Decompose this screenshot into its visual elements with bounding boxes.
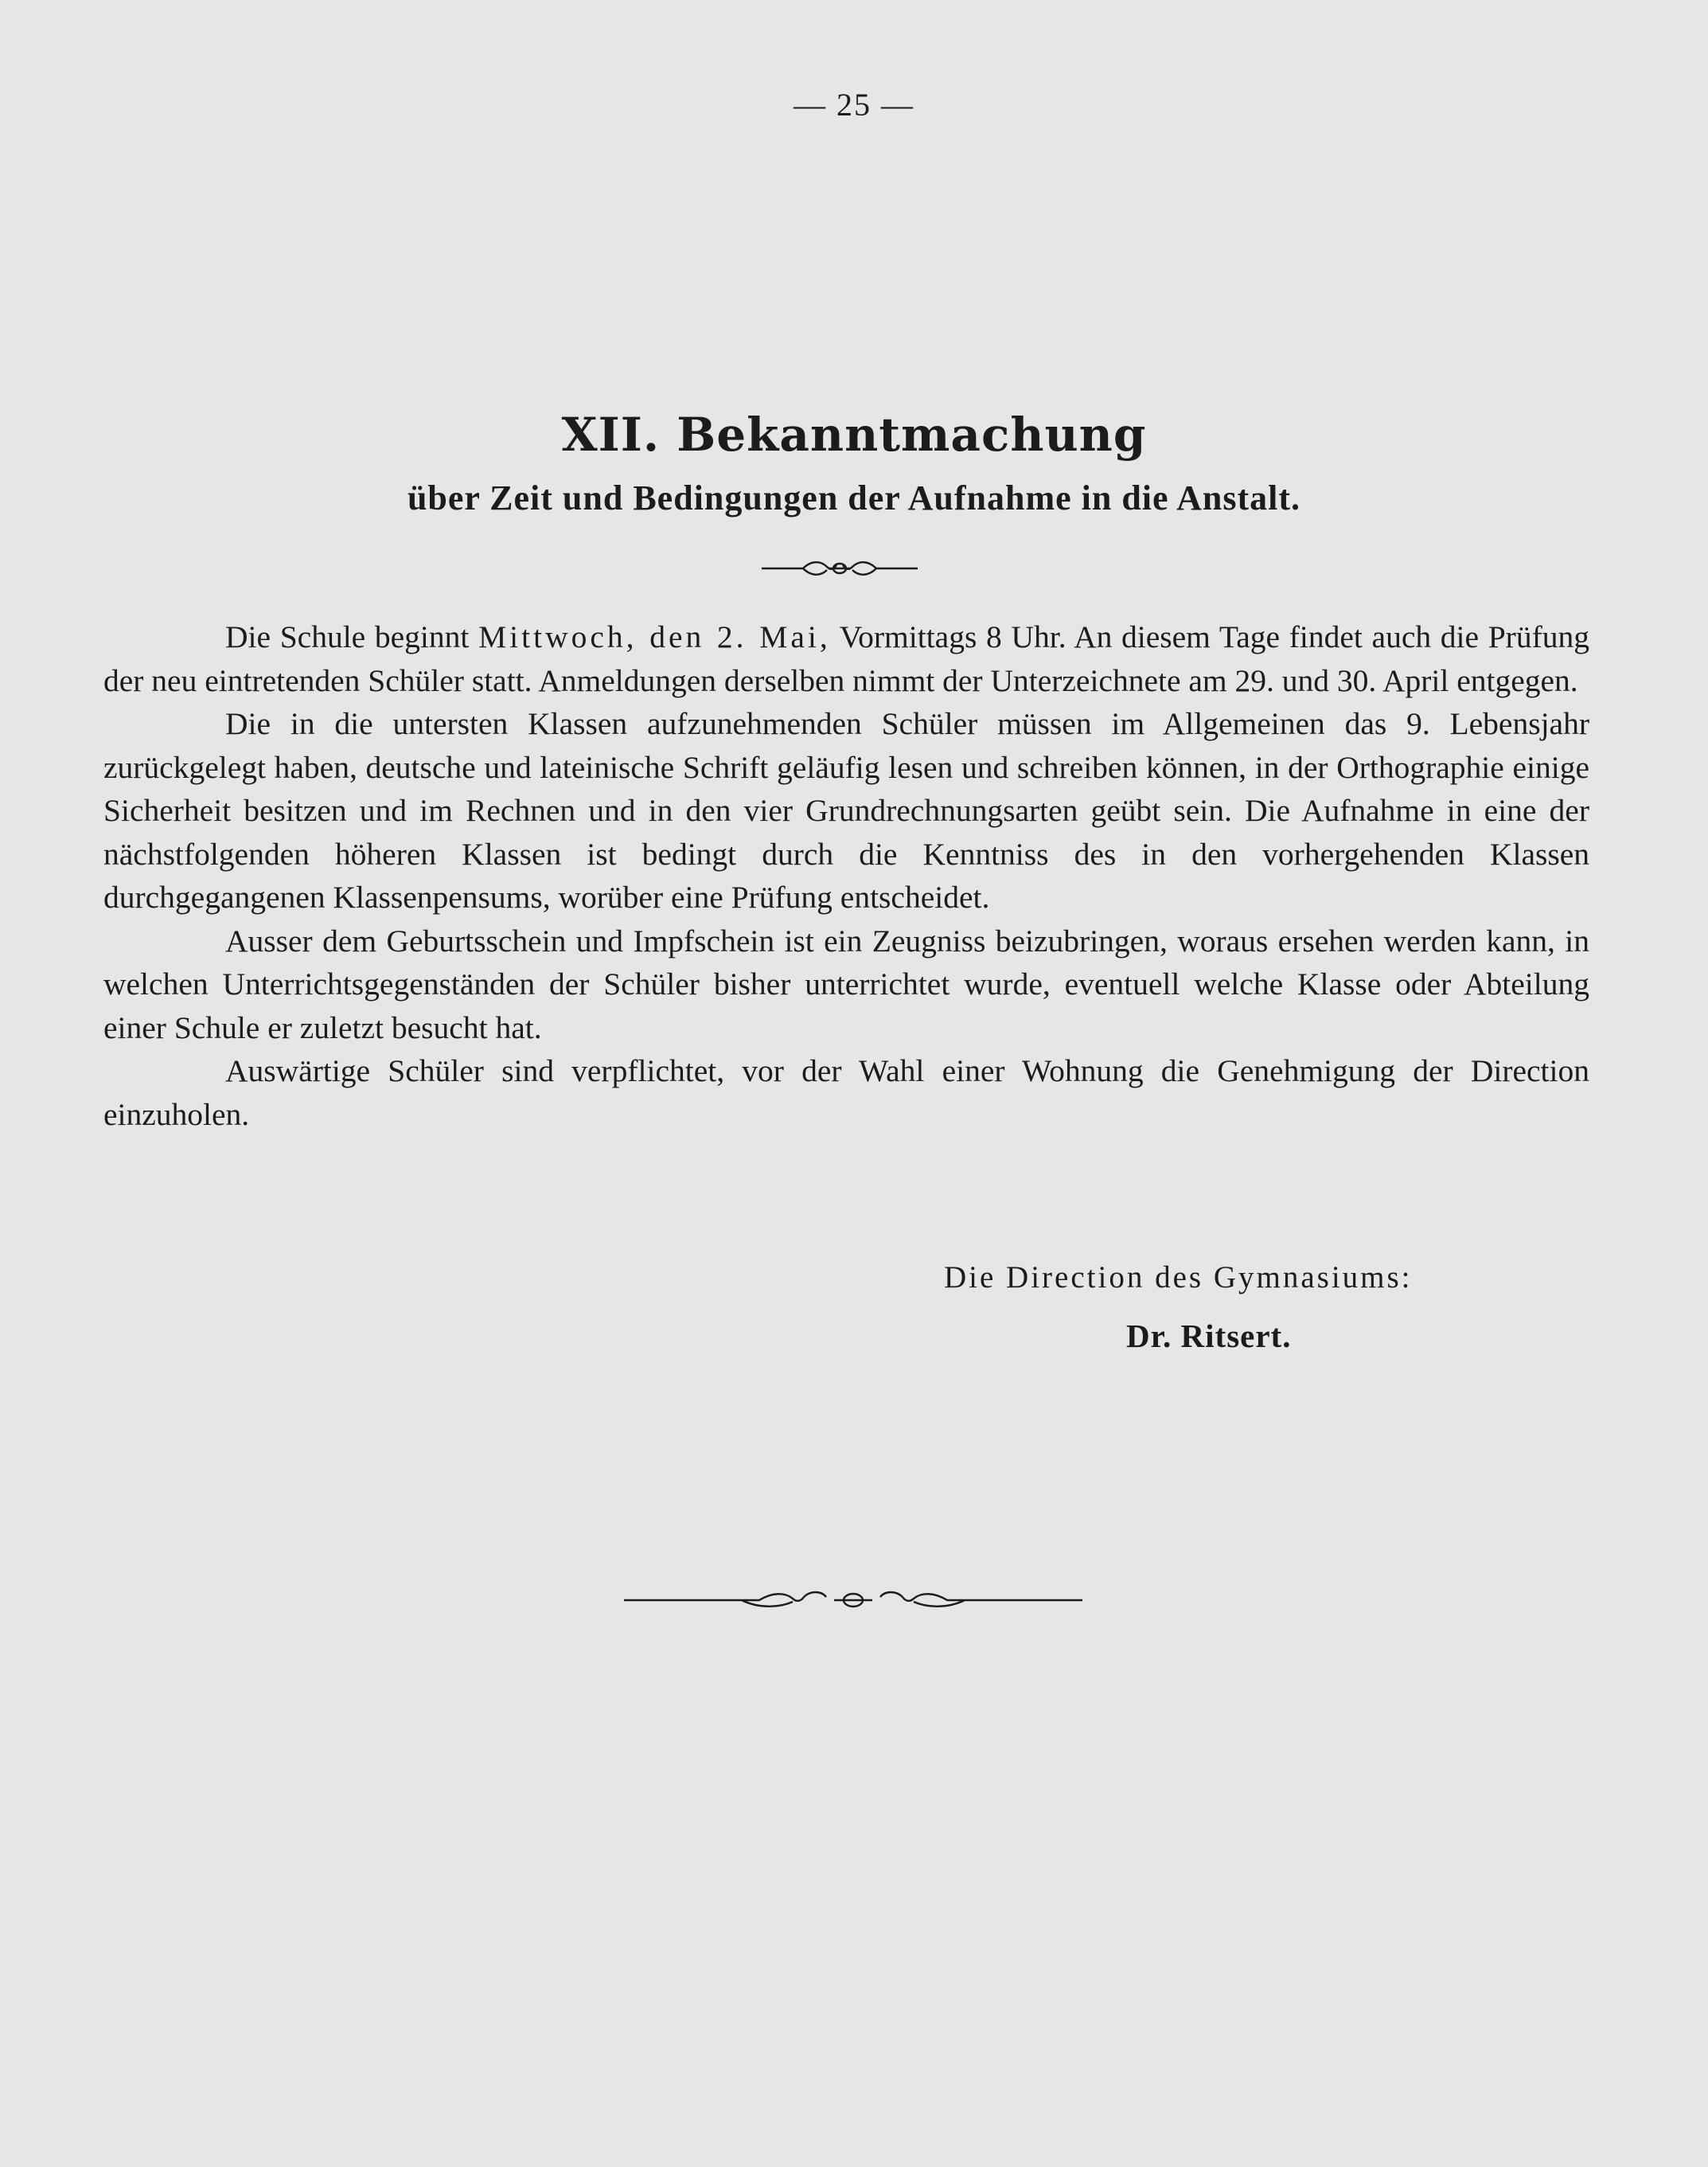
ornament-divider-bottom <box>622 1580 1084 1620</box>
paragraph-documents: Ausser dem Geburtsschein und Impfschein ist ein Zeugniss beizubringen, woraus ersehen werden kann, in welchen Unterrichtsgegenständen der Schüler bisher unterrichtet wurde, eventuell welche Klasse oder Abteilung einer Schule er zuletzt besucht hat. <box>103 923 1589 1045</box>
paragraph-admission-requirements: Die in die untersten Klassen aufzunehmenden Schüler müssen im Allgemeinen das 9. Lebensjahr zurückgelegt haben, deutsche und lateinische Schrift geläufig lesen und schreiben können, in der Orthographie einige Sicherheit besitzen und im Rechnen und in den vier Grundrechnungsarten geübt sein. Die Aufnahme in eine der nächstfolgenden höheren Klassen ist bedingt durch die Kenntniss des in den vorhergehenden Klassen durchgegangenen Klassenpensums, worüber eine Prüfung entscheidet. <box>103 706 1589 915</box>
signature-name: Dr. Ritsert. <box>1126 1318 1292 1354</box>
section-heading: XII. Bekanntmachung <box>561 408 1147 462</box>
paragraph-1-start: Die Schule beginnt <box>225 619 479 654</box>
paragraph-school-start <box>103 615 1589 702</box>
paragraph-1-rest: Vormittags 8 Uhr. An diesem Tage findet auch die Prüfung der neu eintretenden Schüler statt. Anmeldungen derselben nimmt der Unterzeichnete am 29. und 30. April entgegen. <box>103 619 1589 698</box>
ornament-divider-top <box>760 549 919 588</box>
section-subheading: über Zeit und Bedingungen der Aufnahme in die Anstalt. <box>407 478 1301 517</box>
page-number: — 25 — <box>794 87 914 123</box>
paragraph-external-students: Auswärtige Schüler sind verpflichtet, vor der Wahl einer Wohnung die Genehmigung der Direction einzuholen. <box>103 1053 1589 1132</box>
date-emphasis: Mittwoch, den 2. Mai, <box>478 619 831 654</box>
announcement-body <box>103 615 1589 1136</box>
closing-line: Die Direction des Gymnasiums: <box>944 1260 1413 1294</box>
